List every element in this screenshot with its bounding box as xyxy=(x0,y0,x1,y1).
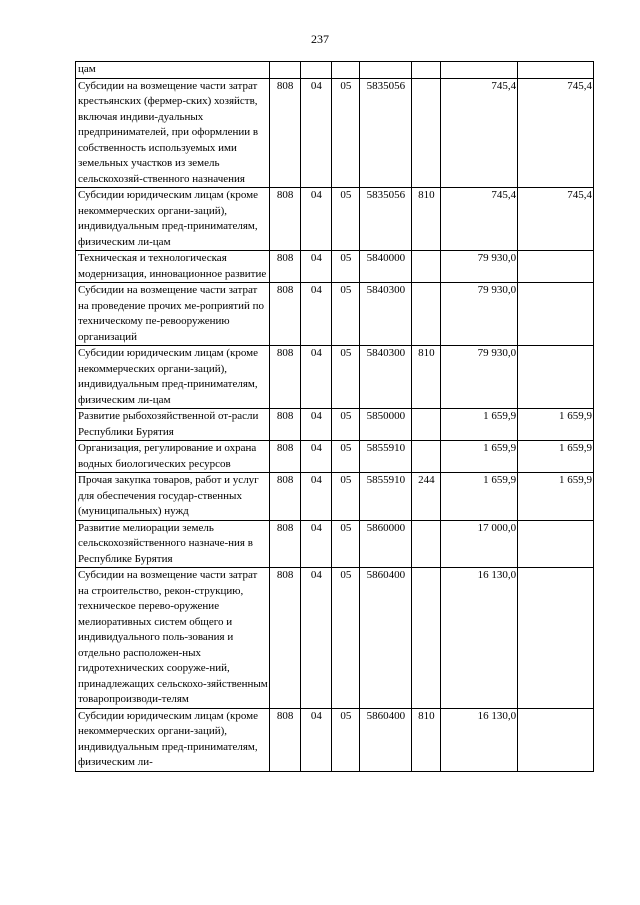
table-row xyxy=(76,283,594,346)
table-row xyxy=(76,251,594,283)
row-pr: 05 xyxy=(332,346,360,409)
row-name: Развитие мелиорации земель сельскохозяйственного назначе-ния в Республике Бурятия xyxy=(76,520,270,568)
row-sum2 xyxy=(518,568,594,709)
row-sum2 xyxy=(518,520,594,568)
row-sum1: 16 130,0 xyxy=(441,568,518,709)
row-sum2: 745,4 xyxy=(518,188,594,251)
row-vr: 810 xyxy=(412,708,441,771)
row-csr: 5840300 xyxy=(360,283,412,346)
row-rz: 04 xyxy=(301,568,332,709)
table-row xyxy=(76,568,594,709)
row-sum1 xyxy=(441,62,518,79)
row-csr: 5860400 xyxy=(360,568,412,709)
row-csr: 5860000 xyxy=(360,520,412,568)
row-ved: 808 xyxy=(270,251,301,283)
row-csr xyxy=(360,62,412,79)
table-row xyxy=(76,409,594,441)
row-name: Техническая и технологическая модернизация, инновационное развитие xyxy=(76,251,270,283)
row-sum1: 745,4 xyxy=(441,78,518,188)
row-ved: 808 xyxy=(270,708,301,771)
row-name: Субсидии на возмещение части затрат на строительство, рекон-струкцию, техническое перево-оружение мелиоративных систем общего и индивидуального поль-зования и отдельно расположен-ных гидротехнических сооруже-ний, принадлежащих сельскохо-зяйственным товаропроизводи-телям xyxy=(76,568,270,709)
row-vr xyxy=(412,520,441,568)
row-vr xyxy=(412,78,441,188)
row-name: Развитие рыбохозяйственной от-расли Республики Бурятия xyxy=(76,409,270,441)
row-csr: 5840000 xyxy=(360,251,412,283)
row-ved: 808 xyxy=(270,441,301,473)
row-csr: 5840300 xyxy=(360,346,412,409)
row-name: Организация, регулирование и охрана водных биологических ресурсов xyxy=(76,441,270,473)
row-pr: 05 xyxy=(332,283,360,346)
row-pr: 05 xyxy=(332,708,360,771)
row-sum2 xyxy=(518,62,594,79)
row-vr: 810 xyxy=(412,346,441,409)
table-row xyxy=(76,346,594,409)
table-row xyxy=(76,78,594,188)
row-sum2 xyxy=(518,346,594,409)
row-rz: 04 xyxy=(301,346,332,409)
row-csr: 5850000 xyxy=(360,409,412,441)
budget-table xyxy=(75,61,594,772)
row-sum2: 745,4 xyxy=(518,78,594,188)
row-sum1: 79 930,0 xyxy=(441,251,518,283)
row-ved: 808 xyxy=(270,188,301,251)
row-pr: 05 xyxy=(332,409,360,441)
page-number: 237 xyxy=(311,32,329,46)
row-ved: 808 xyxy=(270,568,301,709)
row-name: Прочая закупка товаров, работ и услуг для обеспечения государ-ственных (муниципальных) нужд xyxy=(76,473,270,521)
row-sum2 xyxy=(518,283,594,346)
row-ved xyxy=(270,62,301,79)
row-sum2: 1 659,9 xyxy=(518,473,594,521)
row-sum2 xyxy=(518,251,594,283)
row-name: Субсидии на возмещение части затрат на проведение прочих ме-роприятий по техническому пе-ревооружению организаций xyxy=(76,283,270,346)
row-rz: 04 xyxy=(301,441,332,473)
row-pr: 05 xyxy=(332,188,360,251)
table-row xyxy=(76,441,594,473)
row-name: Субсидии юридическим лицам (кроме некоммерческих органи-заций), индивидуальным пред-принимателям, физическим ли-цам xyxy=(76,346,270,409)
table-row xyxy=(76,473,594,521)
row-sum1: 79 930,0 xyxy=(441,283,518,346)
row-vr xyxy=(412,62,441,79)
row-sum1: 17 000,0 xyxy=(441,520,518,568)
row-name: Субсидии юридическим лицам (кроме некоммерческих органи-заций), индивидуальным пред-принимателям, физическим ли- xyxy=(76,708,270,771)
row-rz xyxy=(301,62,332,79)
row-ved: 808 xyxy=(270,520,301,568)
table-row xyxy=(76,520,594,568)
row-pr: 05 xyxy=(332,441,360,473)
row-ved: 808 xyxy=(270,78,301,188)
row-csr: 5855910 xyxy=(360,441,412,473)
row-sum1: 79 930,0 xyxy=(441,346,518,409)
row-ved: 808 xyxy=(270,409,301,441)
row-rz: 04 xyxy=(301,251,332,283)
row-sum2: 1 659,9 xyxy=(518,441,594,473)
table-row xyxy=(76,62,594,79)
row-vr: 244 xyxy=(412,473,441,521)
row-vr xyxy=(412,441,441,473)
row-vr xyxy=(412,283,441,346)
row-csr: 5835056 xyxy=(360,78,412,188)
table-row xyxy=(76,188,594,251)
row-sum1: 1 659,9 xyxy=(441,441,518,473)
row-rz: 04 xyxy=(301,409,332,441)
row-ved: 808 xyxy=(270,346,301,409)
row-pr: 05 xyxy=(332,520,360,568)
table-row xyxy=(76,708,594,771)
row-vr xyxy=(412,251,441,283)
row-vr: 810 xyxy=(412,188,441,251)
row-ved: 808 xyxy=(270,283,301,346)
row-csr: 5835056 xyxy=(360,188,412,251)
row-rz: 04 xyxy=(301,520,332,568)
row-csr: 5860400 xyxy=(360,708,412,771)
row-name: Субсидии на возмещение части затрат крестьянских (фермер-ских) хозяйств, включая индиви-дуальных предпринимателей, при оформлении в собственность используемых ими земельных участков из земель сельскохозяй-ственного назначения xyxy=(76,78,270,188)
row-pr: 05 xyxy=(332,251,360,283)
row-pr xyxy=(332,62,360,79)
row-csr: 5855910 xyxy=(360,473,412,521)
row-sum1: 1 659,9 xyxy=(441,473,518,521)
row-rz: 04 xyxy=(301,78,332,188)
row-rz: 04 xyxy=(301,188,332,251)
row-name: цам xyxy=(76,62,270,79)
row-rz: 04 xyxy=(301,283,332,346)
row-pr: 05 xyxy=(332,78,360,188)
row-sum2: 1 659,9 xyxy=(518,409,594,441)
row-vr xyxy=(412,409,441,441)
row-sum2 xyxy=(518,708,594,771)
row-rz: 04 xyxy=(301,708,332,771)
row-pr: 05 xyxy=(332,473,360,521)
row-sum1: 1 659,9 xyxy=(441,409,518,441)
row-rz: 04 xyxy=(301,473,332,521)
row-sum1: 16 130,0 xyxy=(441,708,518,771)
row-name: Субсидии юридическим лицам (кроме некоммерческих органи-заций), индивидуальным пред-принимателям, физическим ли-цам xyxy=(76,188,270,251)
row-vr xyxy=(412,568,441,709)
row-ved: 808 xyxy=(270,473,301,521)
row-pr: 05 xyxy=(332,568,360,709)
row-sum1: 745,4 xyxy=(441,188,518,251)
